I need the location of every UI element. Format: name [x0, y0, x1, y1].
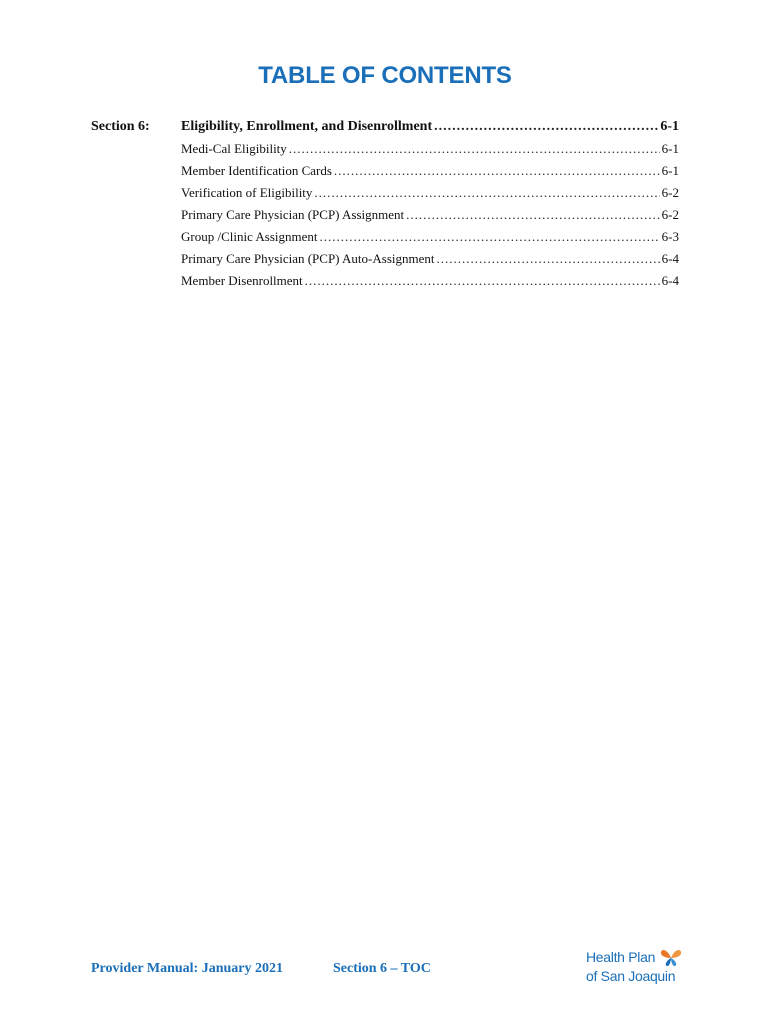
dot-leader [334, 163, 660, 179]
toc-entry-title: Verification of Eligibility [181, 185, 313, 200]
toc-entry-page: 6-3 [661, 229, 679, 244]
toc-entry-page: 6-4 [661, 251, 679, 266]
health-plan-logo [586, 948, 686, 992]
toc-entry[interactable] [181, 163, 679, 185]
dot-leader [289, 141, 660, 157]
toc-entry-title: Eligibility, Enrollment, and Disenrollment [181, 119, 433, 134]
toc-entry-page: 6-1 [661, 141, 679, 156]
logo-line-2: of San Joaquin [586, 968, 676, 984]
page-title: TABLE OF CONTENTS [258, 62, 512, 89]
dot-leader [314, 185, 659, 201]
toc-entry[interactable] [181, 207, 679, 229]
toc-entry[interactable] [181, 251, 679, 273]
butterfly-icon [660, 948, 682, 968]
toc-entry-page: 6-2 [661, 185, 679, 200]
toc-entry[interactable] [181, 273, 679, 295]
footer-section: Section 6 – TOC [333, 961, 431, 976]
table-of-contents [181, 119, 679, 295]
toc-entry-title: Member Identification Cards [181, 163, 332, 178]
toc-entry[interactable] [181, 141, 679, 163]
dot-leader [320, 229, 660, 245]
toc-entry-title: Primary Care Physician (PCP) Assignment [181, 207, 405, 222]
toc-entry-title: Member Disenrollment [181, 273, 303, 288]
logo-line-1: Health Plan [586, 949, 656, 965]
section-label: Section 6: [91, 119, 150, 134]
toc-entry-page: 6-2 [661, 207, 679, 222]
toc-entry-title: Medi-Cal Eligibility [181, 141, 287, 156]
footer-manual: Provider Manual: January 2021 [91, 961, 283, 976]
dot-leader [406, 207, 659, 223]
toc-entry-page: 6-1 [661, 163, 679, 178]
toc-entry-title: Group /Clinic Assignment [181, 229, 318, 244]
toc-entry[interactable] [181, 185, 679, 207]
toc-entry-page: 6-4 [661, 273, 679, 288]
toc-entry[interactable] [181, 119, 679, 141]
dot-leader [434, 119, 658, 135]
toc-entry[interactable] [181, 229, 679, 251]
toc-entry-title: Primary Care Physician (PCP) Auto-Assignment [181, 251, 435, 266]
dot-leader [305, 273, 660, 289]
toc-entry-page: 6-1 [660, 119, 679, 134]
dot-leader [437, 251, 660, 267]
